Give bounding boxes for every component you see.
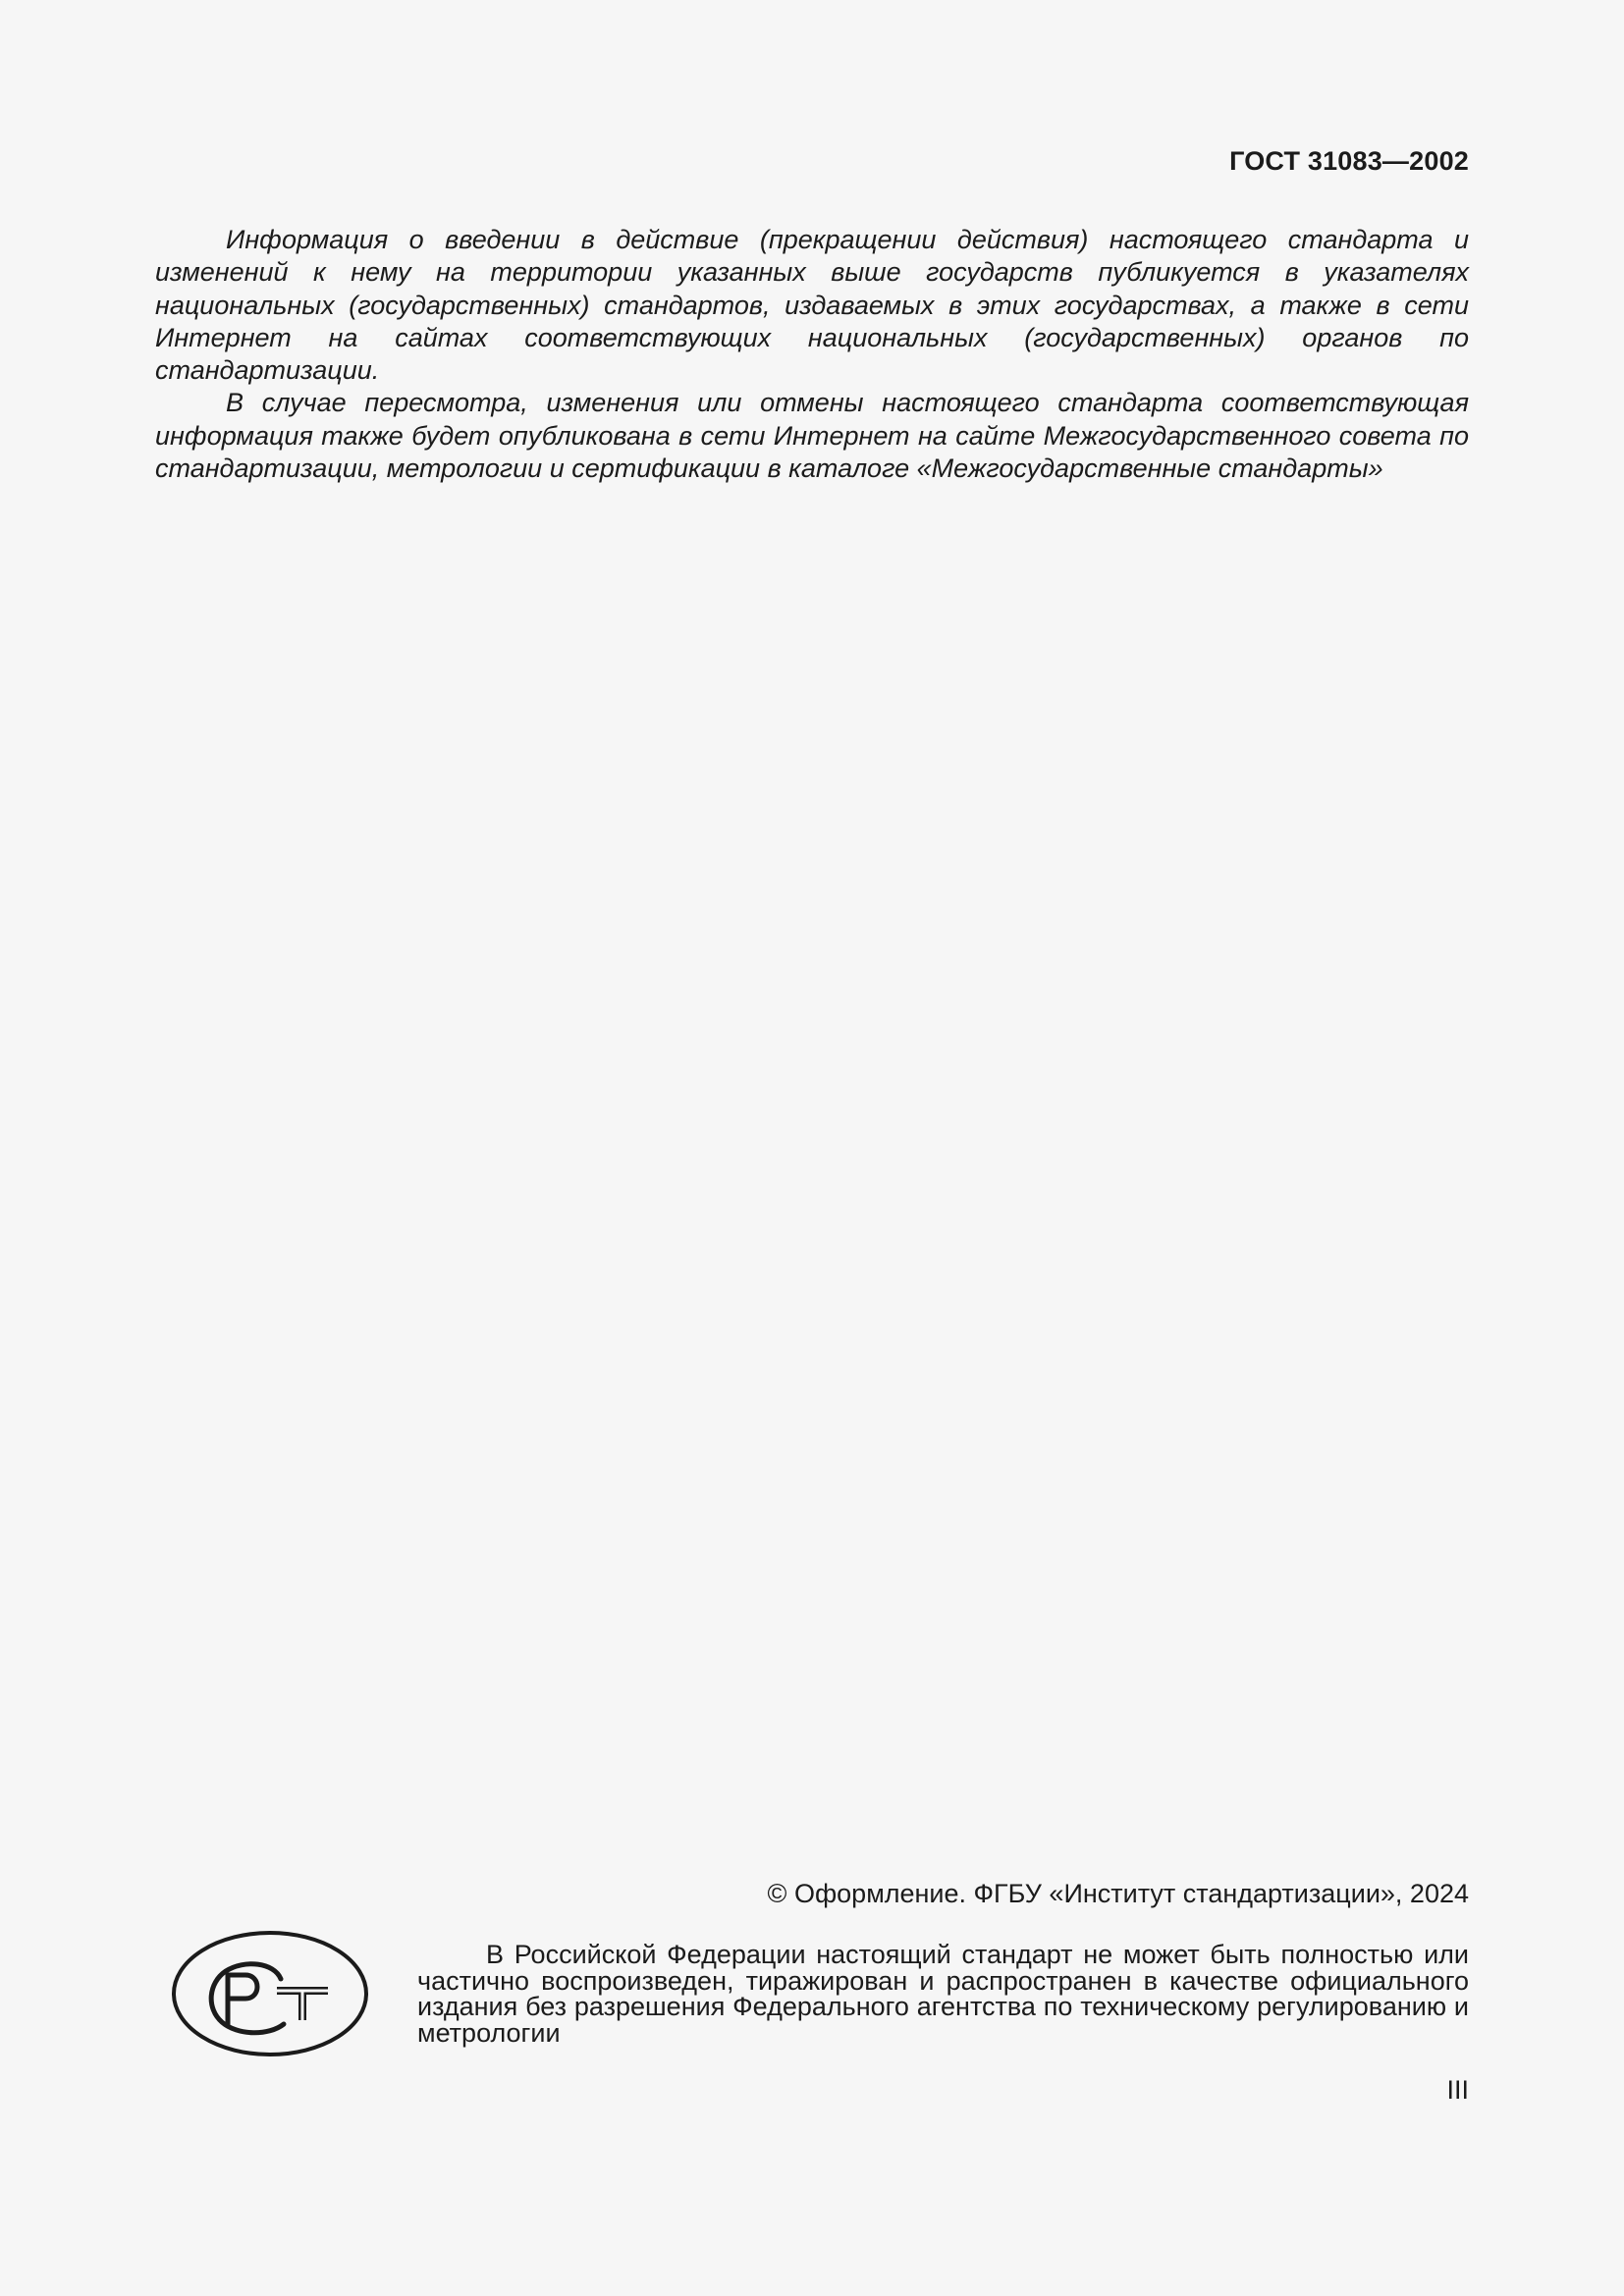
copyright-line: © Оформление. ФГБУ «Институт стандартизации», 2024: [767, 1879, 1469, 1908]
intro-section: [155, 224, 1469, 485]
standard-code-header: ГОСТ 31083—2002: [1229, 146, 1469, 176]
intro-paragraph-2: В случае пересмотра, изменения или отмены настоящего стандарта соответствующая информация также будет опубликована в сети Интернет на сайте Межгосударственного совета по стандартизации, метрологии и сертификации в каталоге «Межгосударственные стандарты»: [155, 388, 1469, 484]
intro-paragraph-1: Информация о введении в действие (прекращении действия) настоящего стандарта и изменений к нему на территории указанных выше государств публикуется в указателях национальных (государственных) стандартов, издаваемых в этих государствах, а также в сети Интернет на сайтах соответствующих национальных (государственных) органов по стандартизации.: [155, 225, 1469, 386]
rst-certification-mark-icon: [171, 1930, 369, 2057]
page-number: III: [1446, 2075, 1469, 2105]
reproduction-notice: В Российской Федерации настоящий стандарт не может быть полностью или частично воспроизведен, тиражирован и распространен в качестве официального издания без разрешения Федерального агентства по техническому регулированию и метрологии: [417, 1940, 1469, 2049]
